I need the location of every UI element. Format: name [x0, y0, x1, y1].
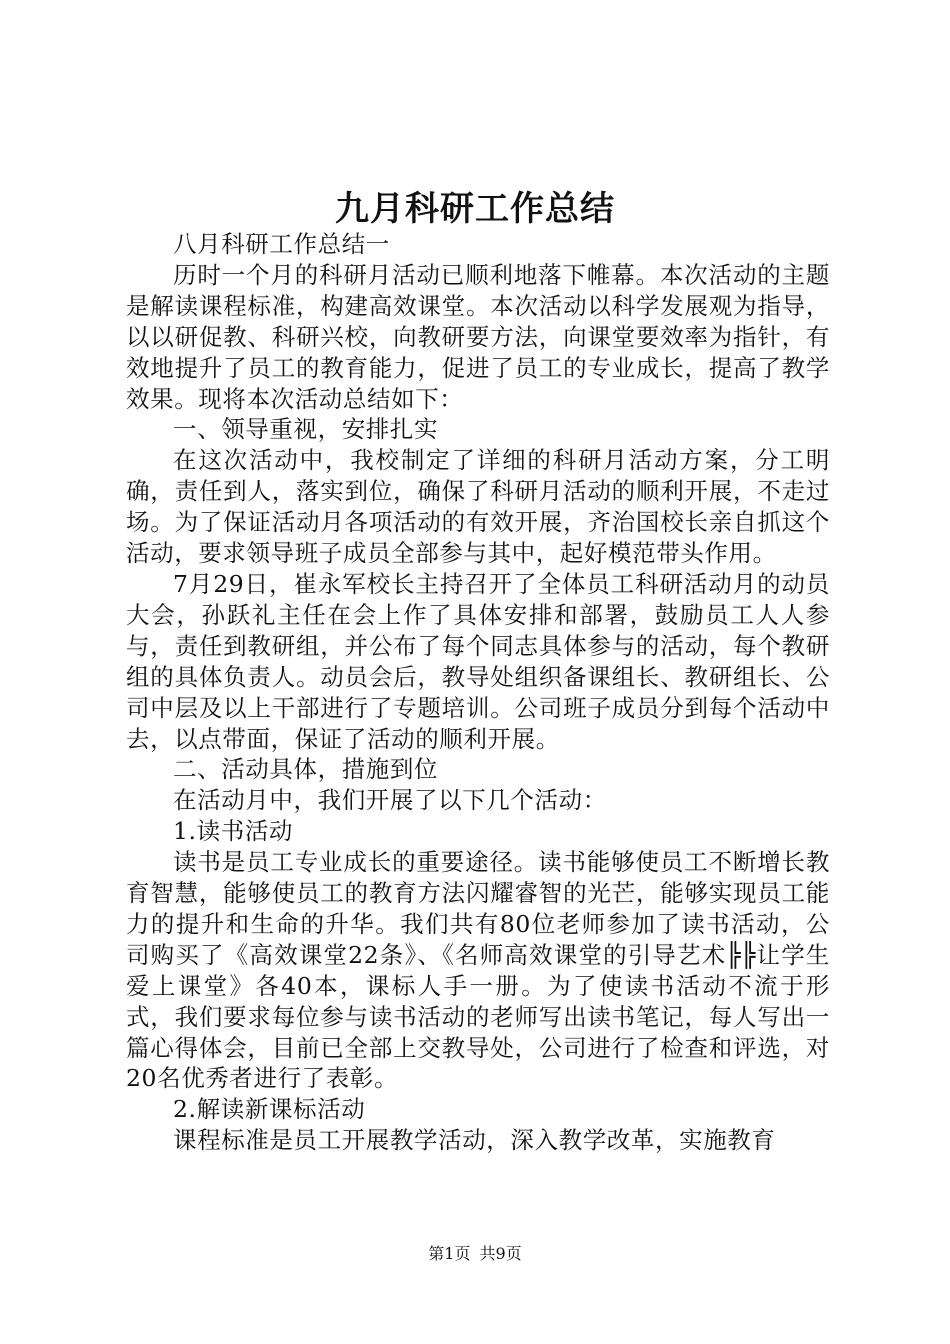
body-paragraph: 课程标准是员工开展教学活动，深入教学改革，实施教育 — [173, 1126, 776, 1155]
body-paragraph: 读书是员工专业成长的重要途径。读书能够使员工不断增长教育智慧，能够使员工的教育方法闪耀睿智的光芒，能够实现员工能力的提升和生命的升华。我们共有80位老师参加了读书活动，公司购买了《高效课堂22条》、《名师高效课堂的引导艺术╠╠让学生爱上课堂》各40本，课标人手一册。为了使读书活动不流于形式，我们要求每位参与读书活动的老师写出读书笔记，每人写出一篇心得体会，目前已全部上交教导处，公司进行了检查和评选，对20名优秀者进行了表彰。 — [126, 848, 830, 1093]
page-number: 第1页 — [428, 1244, 471, 1263]
subsection-heading-curriculum: 2.解读新课标活动 — [173, 1095, 366, 1124]
body-paragraph: 在活动月中，我们开展了以下几个活动： — [173, 786, 607, 815]
document-body — [126, 229, 830, 1156]
section-heading-1: 一、领导重视，安排扎实 — [173, 415, 439, 444]
document-title: 九月科研工作总结 — [335, 189, 615, 229]
body-paragraph: 7月29日，崔永军校长主持召开了全体员工科研活动月的动员大会，孙跃礼主任在会上作了具体安排和部署，鼓励员工人人参与，责任到教研组，并公布了每个同志具体参与的活动，每个教研组的具体负责人。动员会后，教导处组织备课组长、教研组长、公司中层及以上干部进行了专题培训。公司班子成员分到每个活动中去，以点带面，保证了活动的顺利开展。 — [126, 569, 830, 753]
section-subtitle: 八月科研工作总结一 — [173, 230, 390, 258]
intro-paragraph: 历时一个月的科研月活动已顺利地落下帷幕。本次活动的主题是解读课程标准，构建高效课堂。本次活动以科学发展观为指导，以以研促教、科研兴校，向教研要方法，向课堂要效率为指针，有效地提升了员工的教育能力，促进了员工的专业成长，提高了教学效果。现将本次活动总结如下： — [126, 260, 830, 413]
body-paragraph: 在这次活动中，我校制定了详细的科研月活动方案，分工明确，责任到人，落实到位，确保了科研月活动的顺利开展，不走过场。为了保证活动月各项活动的有效开展，齐治国校长亲自抓这个活动，要求领导班子成员全部参与其中，起好模范带头作用。 — [126, 446, 830, 568]
subsection-heading-reading: 1.读书活动 — [173, 817, 294, 846]
page-total: 共9页 — [479, 1244, 522, 1263]
page-footer — [0, 1243, 950, 1265]
section-heading-2: 二、活动具体，措施到位 — [173, 755, 439, 784]
